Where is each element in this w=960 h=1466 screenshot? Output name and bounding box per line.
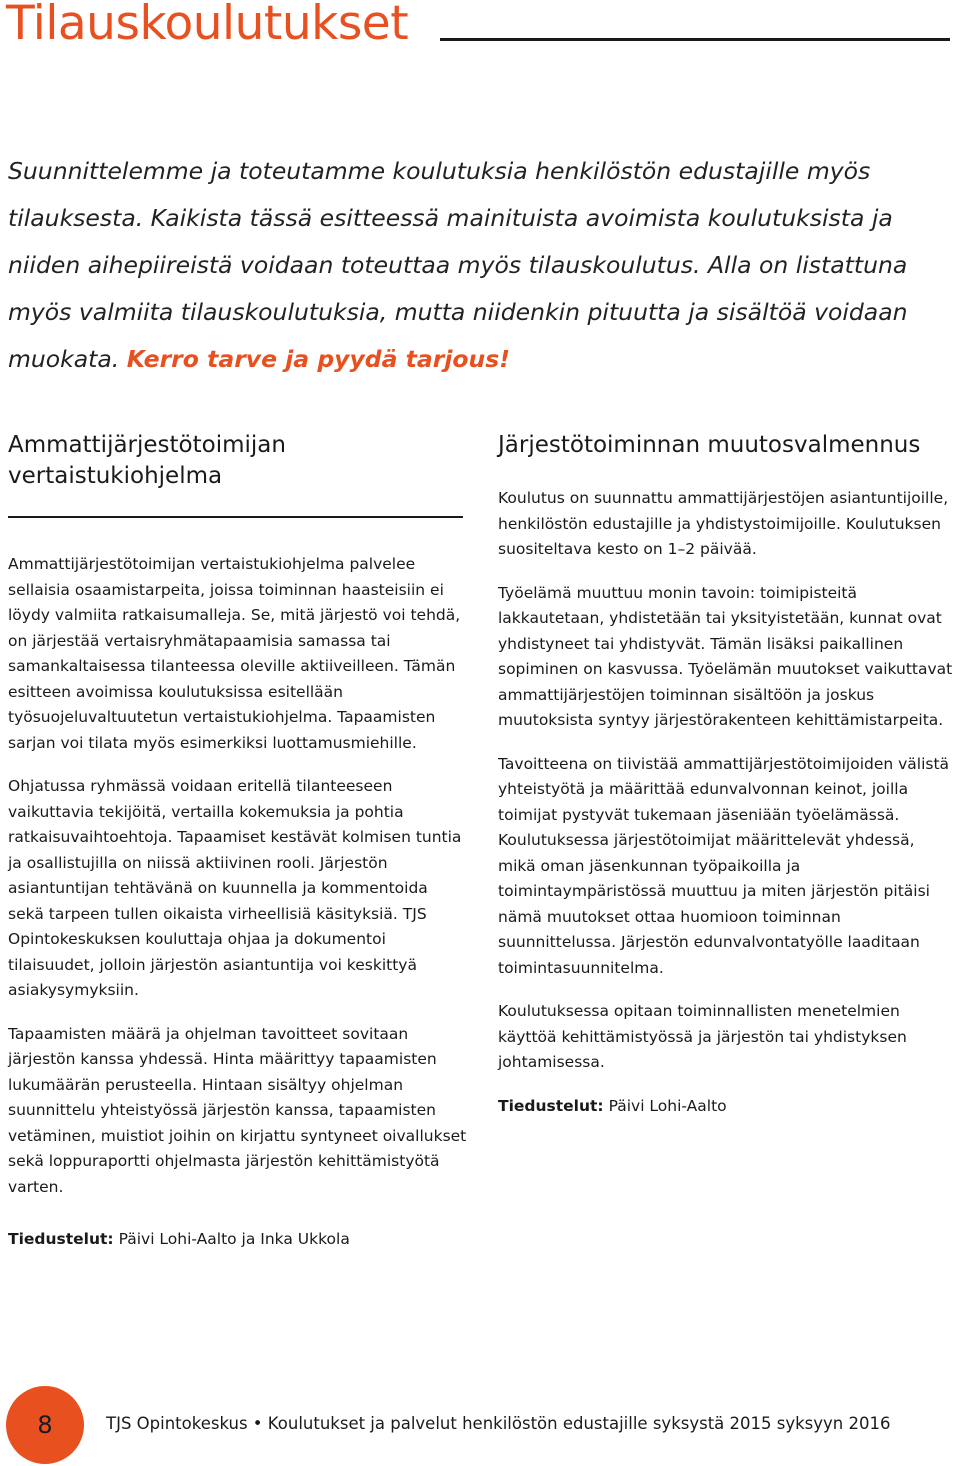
right-paragraph-2: Työelämä muuttuu monin tavoin: toimipisteitä lakkautetaan, yhdistetään tai yksityistetään, kunnat ovat yhdistyneet tai yhdistyvät. Tämän lisäksi paikallinen sopiminen on kasvussa. Työelämän muutokset vaikuttavat ammattijärjestöjen toiminnan sisältöön ja joskus muutoksista syntyy järjestörakenteen kehittämistarpeita.	[498, 583, 953, 729]
left-paragraph-3: Tapaamisten määrä ja ohjelman tavoitteet sovitaan järjestön kanssa yhdessä. Hinta määrittyy tapaamisten lukumäärän perusteella. Hintaan sisältyy ohjelman suunnittelu yhteistyössä järjestön kanssa, tapaamisten vetäminen, muistiot joihin on kirjattu syntyneet oivallukset sekä loppuraportti ohjelmasta järjestön kehittämistyötä varten.	[8, 1024, 467, 1196]
right-contact	[498, 1094, 953, 1120]
page-number: 8	[37, 1411, 53, 1439]
left-heading	[8, 430, 468, 492]
intro-highlight: Kerro tarve ja pyydä tarjous!	[126, 345, 510, 373]
right-column	[498, 430, 953, 1119]
left-contact	[8, 1227, 468, 1253]
right-paragraph-1: Koulutus on suunnattu ammattijärjestöjen asiantuntijoille, henkilöstön edustajille ja yhdistystoimijoille. Koulutuksen suositeltava kesto on 1–2 päivää.	[498, 489, 949, 558]
left-paragraph-2: Ohjatussa ryhmässä voidaan eritellä tilanteeseen vaikuttavia tekijöitä, vertailla kokemuksia ja pohtia ratkaisuvaihtoehtoja. Tapaamiset kestävät kolmisen tuntia ja osallistujilla on niissä aktiivinen rooli. Järjestön asiantuntijan tehtävänä on kuunnella ja kommentoida sekä tarpeen tullen oikaista virheellisiä käsityksiä. TJS Opintokeskuksen kouluttaja ohjaa ja dokumentoi tilaisuudet, jolloin järjestön asiantuntija voi keskittyä asiakysymyksiin.	[8, 777, 462, 999]
section-rule	[8, 516, 463, 518]
right-contact-label: Tiedustelut:	[498, 1096, 604, 1115]
left-contact-label: Tiedustelut:	[8, 1230, 114, 1248]
left-paragraph-1: Ammattijärjestötoimijan vertaistukiohjelma palvelee sellaisia osaamistarpeita, joissa toiminnan haasteisiin ei löydy valmiita ratkaisumalleja. Se, mitä järjestö voi tehdä, on järjestää vertaisryhmätapaamisia samassa tai samankaltaisessa tilanteessa oleville aktiiveilleen. Tämän esitteen avoimissa koulutuksissa esitellään työsuojeluvaltuutetun vertaistukiohjelma. Tapaamisten sarjan voi tilata myös esimerkiksi luottamusmiehille.	[8, 555, 461, 752]
right-paragraph-3: Tavoitteena on tiivistää ammattijärjestötoimijoiden välistä yhteistyötä ja määrittää edunvalvonnan keinot, joilla toimijat pystyvät tukemaan jäseniään työelämässä. Koulutuksessa järjestötoimijat määrittelevät yhdessä, mikä oman jäsenkunnan työpaikoilla ja toimintaympäristössä muuttuu ja miten järjestön pitäisi nämä muutokset ottaa huomioon toiminnan suunnittelussa. Järjestön edunvalvontatyölle laaditaan toimintasuunnitelma.	[498, 754, 950, 977]
intro-paragraph	[8, 148, 948, 383]
left-column	[8, 430, 468, 1253]
intro-text: Suunnittelemme ja toteutamme koulutuksia henkilöstön edustajille myös tilauksesta. Kaikista tässä esitteessä mainituista avoimista koulutuksista ja niiden aihepiireistä voidaan toteuttaa myös tilauskoulutus. Alla on listattuna myös valmiita tilauskoulutuksia, mutta niidenkin pituutta ja sisältöä voidaan muokata.	[8, 157, 908, 373]
title-rule	[440, 38, 950, 41]
page-title: Tilauskoulutukset	[6, 0, 409, 51]
right-contact-value: Päivi Lohi-Aalto	[603, 1096, 727, 1115]
right-heading: Järjestötoiminnan muutosvalmennus	[498, 432, 921, 458]
left-heading-line2: vertaistukiohjelma	[8, 463, 223, 489]
right-paragraph-4: Koulutuksessa opitaan toiminnallisten menetelmien käyttöä kehittämistyössä ja järjestön tai yhdistyksen johtamisessa.	[498, 1002, 907, 1071]
left-heading-line1: Ammattijärjestötoimijan	[8, 432, 286, 458]
footer-text: TJS Opintokeskus • Koulutukset ja palvelut henkilöstön edustajille syksystä 2015 syksyyn 2016	[106, 1414, 891, 1433]
left-contact-value: Päivi Lohi-Aalto ja Inka Ukkola	[113, 1230, 350, 1248]
page-number-badge	[6, 1386, 84, 1464]
